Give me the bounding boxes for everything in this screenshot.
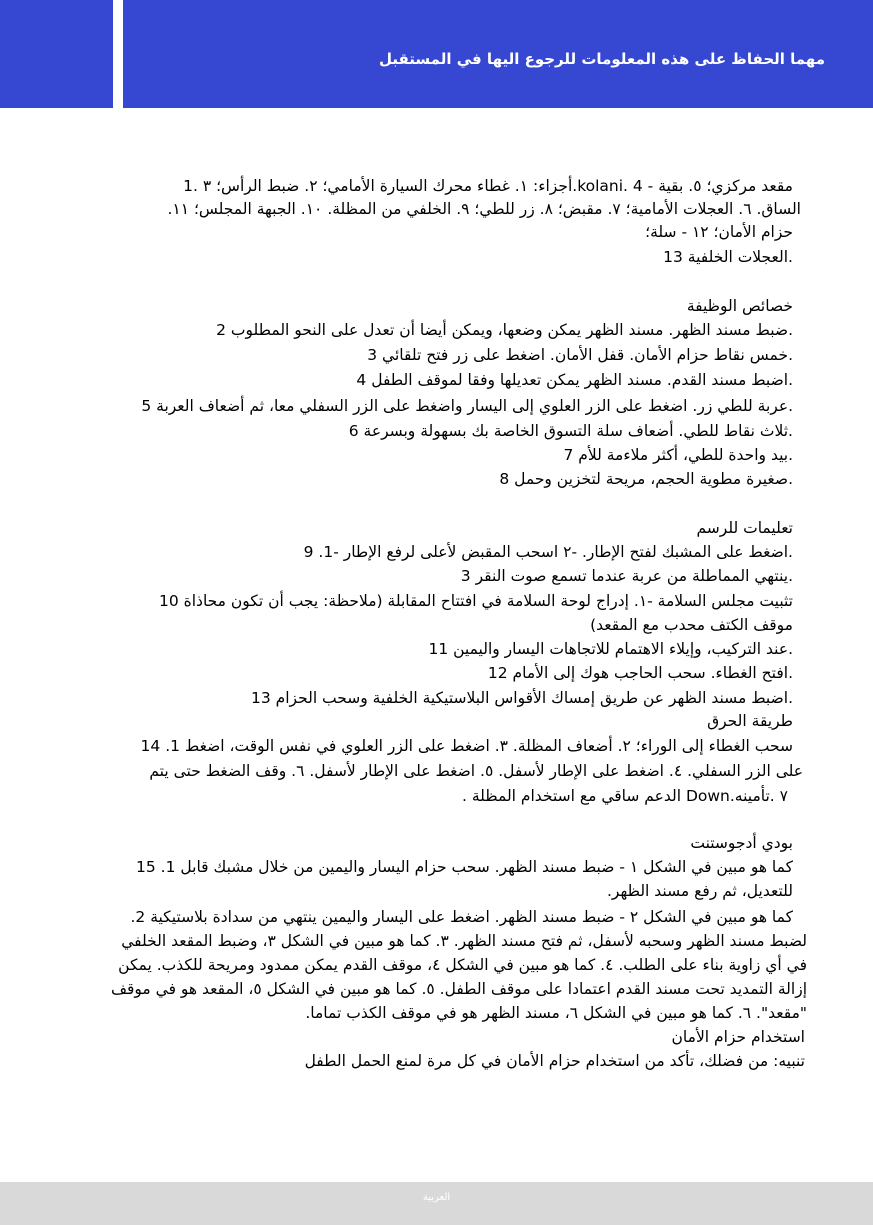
footer-language-label: العربية: [422, 1192, 451, 1203]
feature-item: .بيد واحدة للطي، أكثر ملاءمة للأم 7: [563, 446, 793, 464]
drawing-item: .اضغط على المشبك لفتح الإطار. -٢ اسحب المقبض لأعلى لرفع الإطار -1. 9: [303, 543, 793, 561]
adjust-item: للتعديل، ثم رفع مسند الظهر.: [607, 882, 793, 900]
parts-line: .العجلات الخلفية 13: [663, 248, 793, 266]
drawing-heading: تعليمات للرسم: [696, 519, 793, 537]
fold-item: ٧ .تأمينه.Down الدعم ساقي مع استخدام المظلة .: [461, 787, 788, 805]
drawing-item: تثبيت مجلس السلامة -١. إدراج لوحة السلامة في افتتاح المقابلة (ملاحظة: يجب أن تكون محاذاة 10: [158, 592, 793, 610]
seatbelt-warning: تنبيه: من فضلك، تأكد من استخدام حزام الأمان في كل مرة لمنع الحمل الطفل: [304, 1052, 805, 1070]
drawing-item: .ينتهي المماطلة من عربة عندما تسمع صوت النقر 3: [460, 567, 793, 585]
adjust-item: كما هو مبين في الشكل ٢ - ضبط مسند الظهر. اضغط على اليسار واليمين ينتهي من سدادة بلاستيكية 2.: [130, 908, 793, 926]
drawing-item: موقف الكتف محدب مع المقعد): [590, 616, 793, 634]
feature-item: .ثلاث نقاط للطي. أضعاف سلة التسوق الخاصة بك بسهولة وبسرعة 6: [348, 422, 793, 440]
fold-item: على الزر السفلي. ٤. اضغط على الإطار لأسفل. ٥. اضغط على الإطار لأسفل. ٦. وقف الضغط حتى يتم: [149, 762, 803, 780]
features-heading: خصائص الوظيفة: [686, 297, 793, 315]
feature-item: .خمس نقاط حزام الأمان. قفل الأمان. اضغط على زر فتح تلقائي 3: [367, 346, 793, 364]
adjust-item: إزالة التمديد تحت مسند القدم اعتمادا على موقف الطفل. ٥. كما هو مبين في الشكل ٥، المقعد هو في موقف: [110, 980, 807, 998]
fold-item: سحب الغطاء إلى الوراء؛ ٢. أضعاف المظلة. ٣. اضغط على الزر العلوي في نفس الوقت، اضغط 1. 14: [140, 737, 793, 755]
feature-item: .ضبط مسند الظهر. مسند الظهر يمكن وضعها، ويمكن أيضا أن تعدل على النحو المطلوب 2: [216, 321, 793, 339]
parts-line: الساق. ٦. العجلات الأمامية؛ ٧. مقبض؛ ٨. زر للطي؛ ٩. الخلفي من المظلة. ١٠. الجبهة المجلس؛ ١١.: [167, 200, 801, 218]
drawing-item: .افتح الغطاء. سحب الحاجب هوك إلى الأمام 12: [487, 664, 793, 682]
adjust-heading: بودي أدجوستنت: [690, 834, 793, 852]
parts-line: حزام الأمان؛ ١٢ - سلة؛: [645, 223, 793, 241]
adjust-item: كما هو مبين في الشكل ١ - ضبط مسند الظهر. سحب حزام اليسار واليمين من خلال مشبك قابل 1. 15: [136, 858, 793, 876]
feature-item: .صغيرة مطوية الحجم، مريحة لتخزين وحمل 8: [499, 470, 793, 488]
adjust-item: في أي زاوية بناء على الطلب. ٤. كما هو مبين في الشكل ٤، موقف القدم يمكن ممدود ومريحة للكذب. يمكن: [118, 956, 807, 974]
feature-item: .عربة للطي زر. اضغط على الزر العلوي إلى اليسار واضغط على الزر السفلي معا، ثم أضعاف العربة 5: [141, 397, 793, 415]
header-title: مهما الحفاظ على هذه المعلومات للرجوع اليها في المستقبل: [378, 50, 825, 68]
drawing-item: .اضبط مسند الظهر عن طريق إمساك الأقواس البلاستيكية الخلفية وسحب الحزام 13: [250, 689, 793, 707]
fold-heading: طريقة الحرق: [707, 712, 793, 730]
parts-line: مقعد مركزي؛ ٥. بقية - kolani. 4.أجزاء: ١. غطاء محرك السيارة الأمامي؛ ٢. ضبط الرأس؛ ٣ .1: [183, 177, 793, 195]
feature-item: .اضبط مسند القدم. مسند الظهر يمكن تعديلها وفقا لموقف الطفل 4: [356, 371, 793, 389]
footer-bar: [0, 1182, 873, 1225]
adjust-item: لضبط مسند الظهر وسحبه لأسفل، ثم فتح مسند الظهر. ٣. كما هو مبين في الشكل ٣، وضبط المقعد الخلفي: [121, 932, 807, 950]
adjust-item: "مقعد". ٦. كما هو مبين في الشكل ٦، مسند الظهر هو في موقف الكذب تماما.: [305, 1004, 807, 1022]
drawing-item: .عند التركيب، وإيلاء الاهتمام للاتجاهات اليسار واليمين 11: [428, 640, 793, 658]
seatbelt-heading: استخدام حزام الأمان: [671, 1028, 805, 1046]
